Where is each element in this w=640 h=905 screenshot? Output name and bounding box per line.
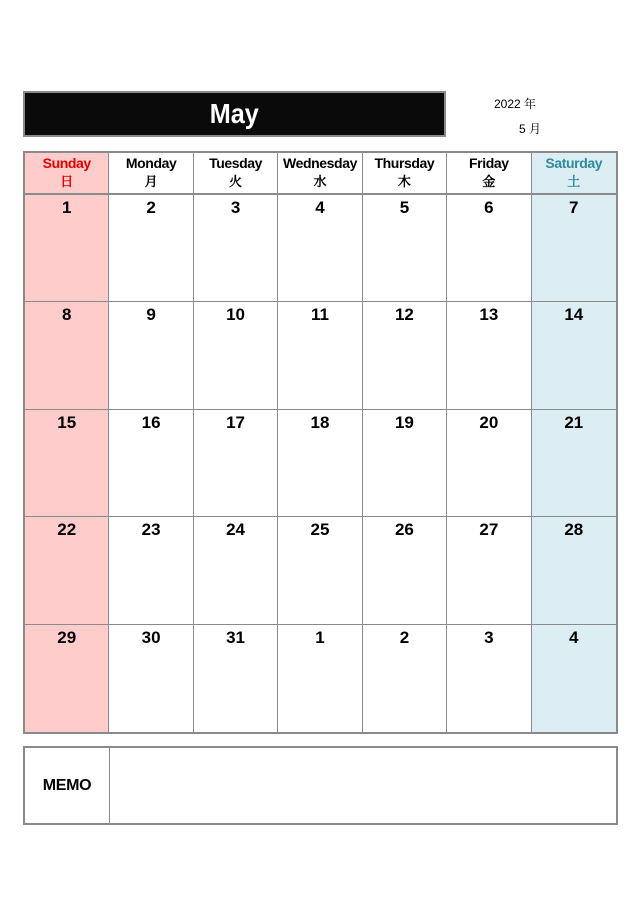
weekday-header-wednesday bbox=[278, 153, 362, 195]
day-cell[interactable]: 9 bbox=[109, 302, 193, 409]
weekday-header-thursday bbox=[363, 153, 447, 195]
weekday-kanji: 木 bbox=[397, 175, 411, 190]
weekday-header-sunday bbox=[25, 153, 109, 195]
memo-box bbox=[23, 746, 618, 825]
day-cell[interactable]: 25 bbox=[278, 517, 362, 624]
weekday-name: Sunday bbox=[42, 155, 91, 171]
day-cell[interactable]: 31 bbox=[194, 625, 278, 732]
weekday-header-saturday bbox=[532, 153, 616, 195]
day-cell[interactable]: 4 bbox=[278, 195, 362, 302]
day-cell[interactable]: 8 bbox=[25, 302, 109, 409]
weekday-kanji: 水 bbox=[313, 175, 327, 190]
day-cell[interactable]: 30 bbox=[109, 625, 193, 732]
day-cell[interactable]: 18 bbox=[278, 410, 362, 517]
weekday-name: Friday bbox=[469, 155, 509, 171]
weekday-name: Thursday bbox=[374, 155, 435, 171]
memo-label: MEMO bbox=[25, 748, 110, 823]
day-cell[interactable]: 16 bbox=[109, 410, 193, 517]
day-cell[interactable]: 12 bbox=[363, 302, 447, 409]
weekday-header-monday bbox=[109, 153, 193, 195]
day-cell[interactable]: 15 bbox=[25, 410, 109, 517]
day-cell[interactable]: 5 bbox=[363, 195, 447, 302]
day-cell[interactable]: 2 bbox=[109, 195, 193, 302]
day-cell[interactable]: 6 bbox=[447, 195, 531, 302]
weekday-header-tuesday bbox=[194, 153, 278, 195]
month-title-bar bbox=[23, 91, 446, 137]
day-cell[interactable]: 4 bbox=[532, 625, 616, 732]
weekday-kanji: 月 bbox=[144, 175, 158, 190]
day-cell[interactable]: 29 bbox=[25, 625, 109, 732]
day-cell[interactable]: 19 bbox=[363, 410, 447, 517]
year-label: 2022 年 bbox=[494, 97, 537, 111]
day-cell[interactable]: 27 bbox=[447, 517, 531, 624]
month-title: May bbox=[209, 98, 260, 129]
weekday-kanji: 日 bbox=[60, 175, 74, 190]
day-cell[interactable]: 2 bbox=[363, 625, 447, 732]
weekday-name: Saturday bbox=[545, 155, 603, 171]
day-cell[interactable]: 22 bbox=[25, 517, 109, 624]
day-cell[interactable]: 13 bbox=[447, 302, 531, 409]
calendar-grid bbox=[23, 151, 618, 734]
day-cell[interactable]: 20 bbox=[447, 410, 531, 517]
day-cell[interactable]: 24 bbox=[194, 517, 278, 624]
day-cell[interactable]: 7 bbox=[532, 195, 616, 302]
day-cell[interactable]: 1 bbox=[278, 625, 362, 732]
weekday-name: Tuesday bbox=[209, 155, 263, 171]
weekday-kanji: 火 bbox=[229, 175, 243, 190]
day-cell[interactable]: 28 bbox=[532, 517, 616, 624]
day-cell[interactable]: 1 bbox=[25, 195, 109, 302]
day-cell[interactable]: 3 bbox=[447, 625, 531, 732]
day-cell[interactable]: 10 bbox=[194, 302, 278, 409]
day-cell[interactable]: 3 bbox=[194, 195, 278, 302]
day-cell[interactable]: 11 bbox=[278, 302, 362, 409]
day-cell[interactable]: 17 bbox=[194, 410, 278, 517]
day-cell[interactable]: 14 bbox=[532, 302, 616, 409]
day-cell[interactable]: 23 bbox=[109, 517, 193, 624]
weekday-name: Monday bbox=[125, 155, 177, 171]
day-cell[interactable]: 21 bbox=[532, 410, 616, 517]
weekday-name: Wednesday bbox=[283, 155, 357, 171]
weekday-kanji: 金 bbox=[482, 175, 496, 190]
month-number-label: 5 月 bbox=[519, 122, 542, 136]
weekday-kanji: 土 bbox=[567, 175, 581, 190]
weekday-header-friday bbox=[447, 153, 531, 195]
day-cell[interactable]: 26 bbox=[363, 517, 447, 624]
memo-area[interactable] bbox=[110, 748, 616, 823]
